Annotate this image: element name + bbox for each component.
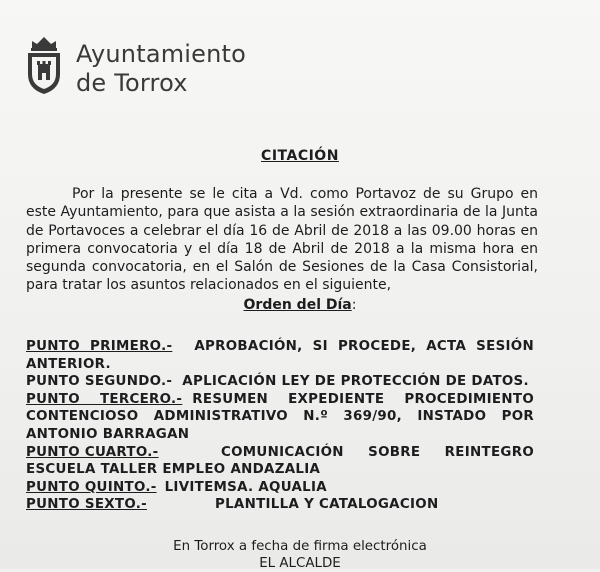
agenda-item [26,479,534,497]
document-title: CITACIÓN [261,148,339,164]
agenda-heading-text: Orden del Día [243,297,352,313]
agenda-item-label: PUNTO SEGUNDO.- [26,374,173,390]
agenda-item [26,444,534,479]
intro-paragraph [26,185,538,295]
signature-date-line: En Torrox a fecha de firma electrónica [173,539,427,554]
coat-of-arms-icon [24,34,64,96]
agenda-item [26,496,534,514]
signature-role: EL ALCALDE [259,556,341,571]
agenda-heading-colon: : [351,297,357,313]
agenda-item [26,338,534,373]
agenda-item-label: PUNTO QUINTO.- [26,479,157,495]
agenda-item-text: LIVITEMSA. AQUALIA [164,479,327,495]
agenda-item [26,373,534,391]
organization-name-line2: de Torrox [76,69,188,97]
agenda-item-text: APROBACIÓN, SI PROCEDE, ACTA SESIÓN ANTERIOR. [26,339,534,372]
agenda-item [26,391,534,444]
signature-block [0,538,600,572]
agenda-item-label: PUNTO TERCERO.- [26,391,183,407]
agenda-item-label: PUNTO CUARTO.- [26,444,159,460]
agenda-item-label: PUNTO SEXTO.- [26,497,147,513]
agenda-item-text: APLICACIÓN LEY DE PROTECCIÓN DE DATOS. [182,374,529,390]
agenda-list [26,338,534,514]
agenda-item-label: PUNTO PRIMERO.- [26,339,173,354]
agenda-item-text: COMUNICACIÓN SOBRE REINTEGRO ESCUELA TALLER EMPLEO ANDAZALIA [26,444,534,478]
agenda-item-text: PLANTILLA Y CATALOGACION [214,497,439,513]
organization-name [76,40,246,98]
organization-name-line1: Ayuntamiento [76,40,247,68]
agenda-item-text: RESUMEN EXPEDIENTE PROCEDIMIENTO CONTENCIOSO ADMINISTRATIVO N.º 369/90, INSTADO POR ANTONIO BARRAGAN [26,391,534,442]
agenda-heading [0,297,600,313]
intro-text: Por la presente se le cita a Vd. como Portavoz de su Grupo en este Ayuntamiento, para que asista a la sesión extraordinaria de la Junta de Portavoces a celebrar el día 16 de Abril de 2018 a las 09.00 horas en primera convocatoria y el día 18 de Abril de 2018 a la misma hora en segunda convocatoria, en el Salón de Sesiones de la Casa Consistorial, para tratar los asuntos relacionados en el siguiente, [26,186,538,294]
